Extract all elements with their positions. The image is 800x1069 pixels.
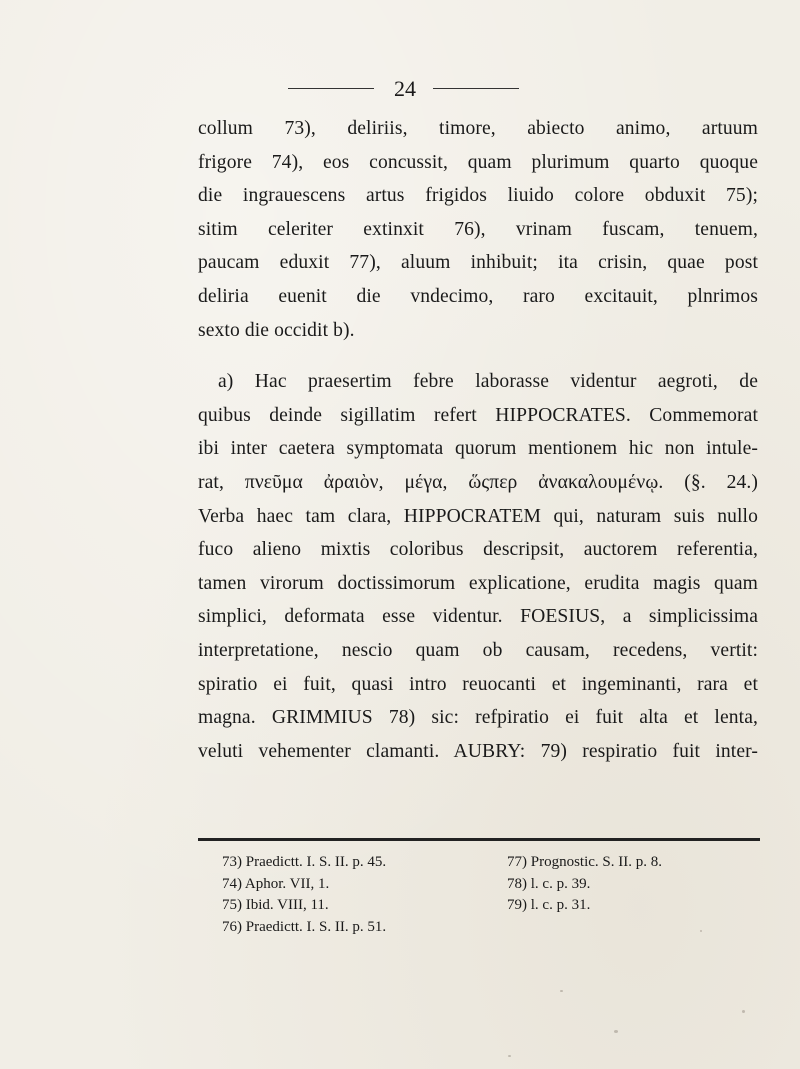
footnote-75: 75) Ibid. VIII, 11.: [222, 897, 329, 913]
paper-speck: [614, 1030, 618, 1033]
header-rule-right: [433, 88, 519, 89]
paper-speck: [700, 930, 702, 932]
footnotes-right-column: [507, 852, 747, 917]
footnote-77: 77) Prognostic. S. II. p. 8.: [507, 854, 662, 870]
text-line: quibus deinde sigillatim refert HIPPOCRATES. Commemorat: [198, 404, 758, 426]
text-line: Verba haec tam clara, HIPPOCRATEM qui, naturam suis nullo: [198, 505, 758, 527]
paragraph-gap: [198, 347, 758, 365]
text-line: tamen virorum doctissimorum explicatione, erudita magis quam: [198, 572, 758, 594]
text-line: ibi inter caetera symptomata quorum mentionem hic non intule-: [198, 438, 758, 460]
page-header: [0, 78, 800, 102]
text-line: sexto die occidit b).: [198, 319, 355, 341]
text-line: a) Hac praesertim febre laborasse videntur aegroti, de: [218, 371, 758, 393]
footnote-76: 76) Praedictt. I. S. II. p. 51.: [222, 918, 387, 935]
text-line: die ingrauescens artus frigidos liuido colore obduxit 75);: [198, 185, 758, 207]
footnote-73: 73) Praedictt. I. S. II. p. 45.: [222, 854, 387, 870]
text-line: paucam eduxit 77), aluum inhibuit; ita crisin, quae post: [198, 252, 758, 274]
main-text: [198, 112, 758, 768]
text-line: frigore 74), eos concussit, quam plurimum quarto quoque: [198, 151, 758, 173]
text-line: magna. GRIMMIUS 78) sic: refpiratio ei fuit alta et lenta,: [198, 707, 758, 729]
text-line: sitim celeriter extinxit 76), vrinam fuscam, tenuem,: [198, 218, 758, 240]
text-line: simplici, deformata esse videntur. FOESIUS, a simplicissima: [198, 606, 758, 628]
footnote-separator: [198, 838, 760, 841]
paper-speck: [560, 990, 563, 992]
paper-speck: [742, 1010, 745, 1013]
footnote-79: 79) l. c. p. 31.: [507, 897, 591, 913]
text-line: rat, πνεῦμα ἀραιὸν, μέγα, ὥςπερ ἀνακαλουμένῳ. (§. 24.): [198, 471, 758, 493]
text-line: collum 73), deliriis, timore, abiecto animo, artuum: [198, 118, 758, 139]
header-rule-left: [288, 88, 374, 89]
page-number: 24: [394, 76, 416, 101]
text-line: interpretatione, nescio quam ob causam, recedens, vertit:: [198, 639, 758, 661]
footnotes-left-column: [222, 852, 482, 938]
text-line: veluti vehementer clamanti. AUBRY: 79) respiratio fuit inter-: [198, 740, 758, 762]
text-line: spiratio ei fuit, quasi intro reuocanti et ingeminanti, rara et: [198, 673, 758, 695]
text-line: fuco alieno mixtis coloribus descripsit, auctorem referentia,: [198, 539, 758, 561]
footnote-78: 78) l. c. p. 39.: [507, 875, 591, 892]
text-line: deliria euenit die vndecimo, raro excitauit, plnrimos: [198, 285, 758, 307]
footnote-74: 74) Aphor. VII, 1.: [222, 875, 330, 892]
paper-speck: [508, 1055, 511, 1057]
